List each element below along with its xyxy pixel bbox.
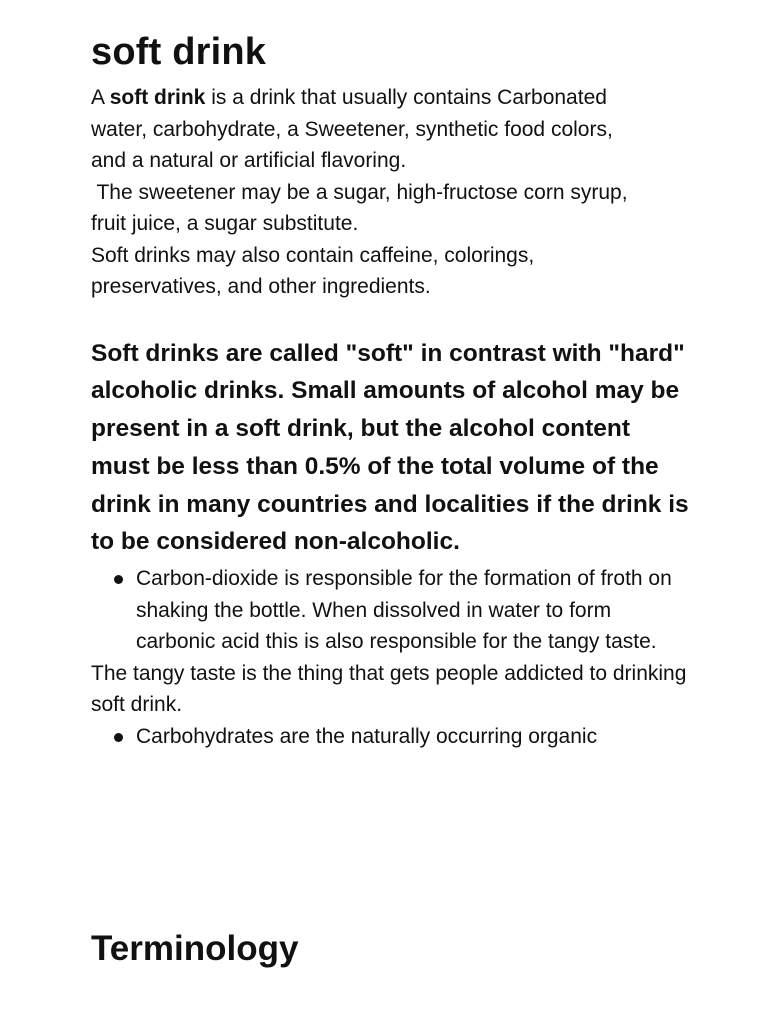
paragraph-2: The tangy taste is the thing that gets people addicted to drinking soft drink. [91, 661, 687, 717]
bullet-icon [114, 733, 123, 742]
intro-line-1 [91, 82, 691, 114]
lead-paragraph: Soft drinks are called "soft" in contrast with "hard" alcoholic drinks. Small amounts of alcohol may be present in a soft drink, but the alcohol content must be less than 0.5% of the total volume of the drink in many countries and localities if the drink is to be considered non-alcoholic. [91, 339, 689, 556]
intro-line-2: water, carbohydrate, a Sweetener, synthetic food colors, [91, 117, 613, 141]
list-item-text: Carbon-dioxide is responsible for the formation of froth on shaking the bottle. When dissolved in water to form carbonic acid this is also responsible for the tangy taste. [136, 567, 672, 654]
bullet-list-2 [91, 721, 691, 753]
list-item-text: Carbohydrates are the naturally occurring organic [136, 724, 598, 748]
document-body [91, 28, 691, 752]
intro-line-6: Soft drinks may also contain caffeine, colorings, [91, 243, 535, 267]
intro-line-3: and a natural or artificial flavoring. [91, 149, 407, 172]
bullet-icon [114, 575, 123, 584]
intro-line-5: fruit juice, a sugar substitute. [91, 212, 359, 235]
intro-prefix: A [91, 86, 110, 109]
intro-paragraph [91, 82, 691, 303]
intro-line-1-rest: is a drink that usually contains Carbonated [205, 86, 607, 109]
intro-term: soft drink [109, 86, 206, 109]
list-item [136, 563, 691, 658]
intro-line-4: The sweetener may be a sugar, high-fructose corn syrup, [91, 180, 628, 204]
section-heading-terminology: Terminology [91, 929, 299, 968]
list-item [136, 721, 691, 753]
page-title: soft drink [91, 31, 267, 73]
intro-line-7: preservatives, and other ingredients. [91, 275, 431, 298]
bullet-list-1 [91, 563, 691, 658]
